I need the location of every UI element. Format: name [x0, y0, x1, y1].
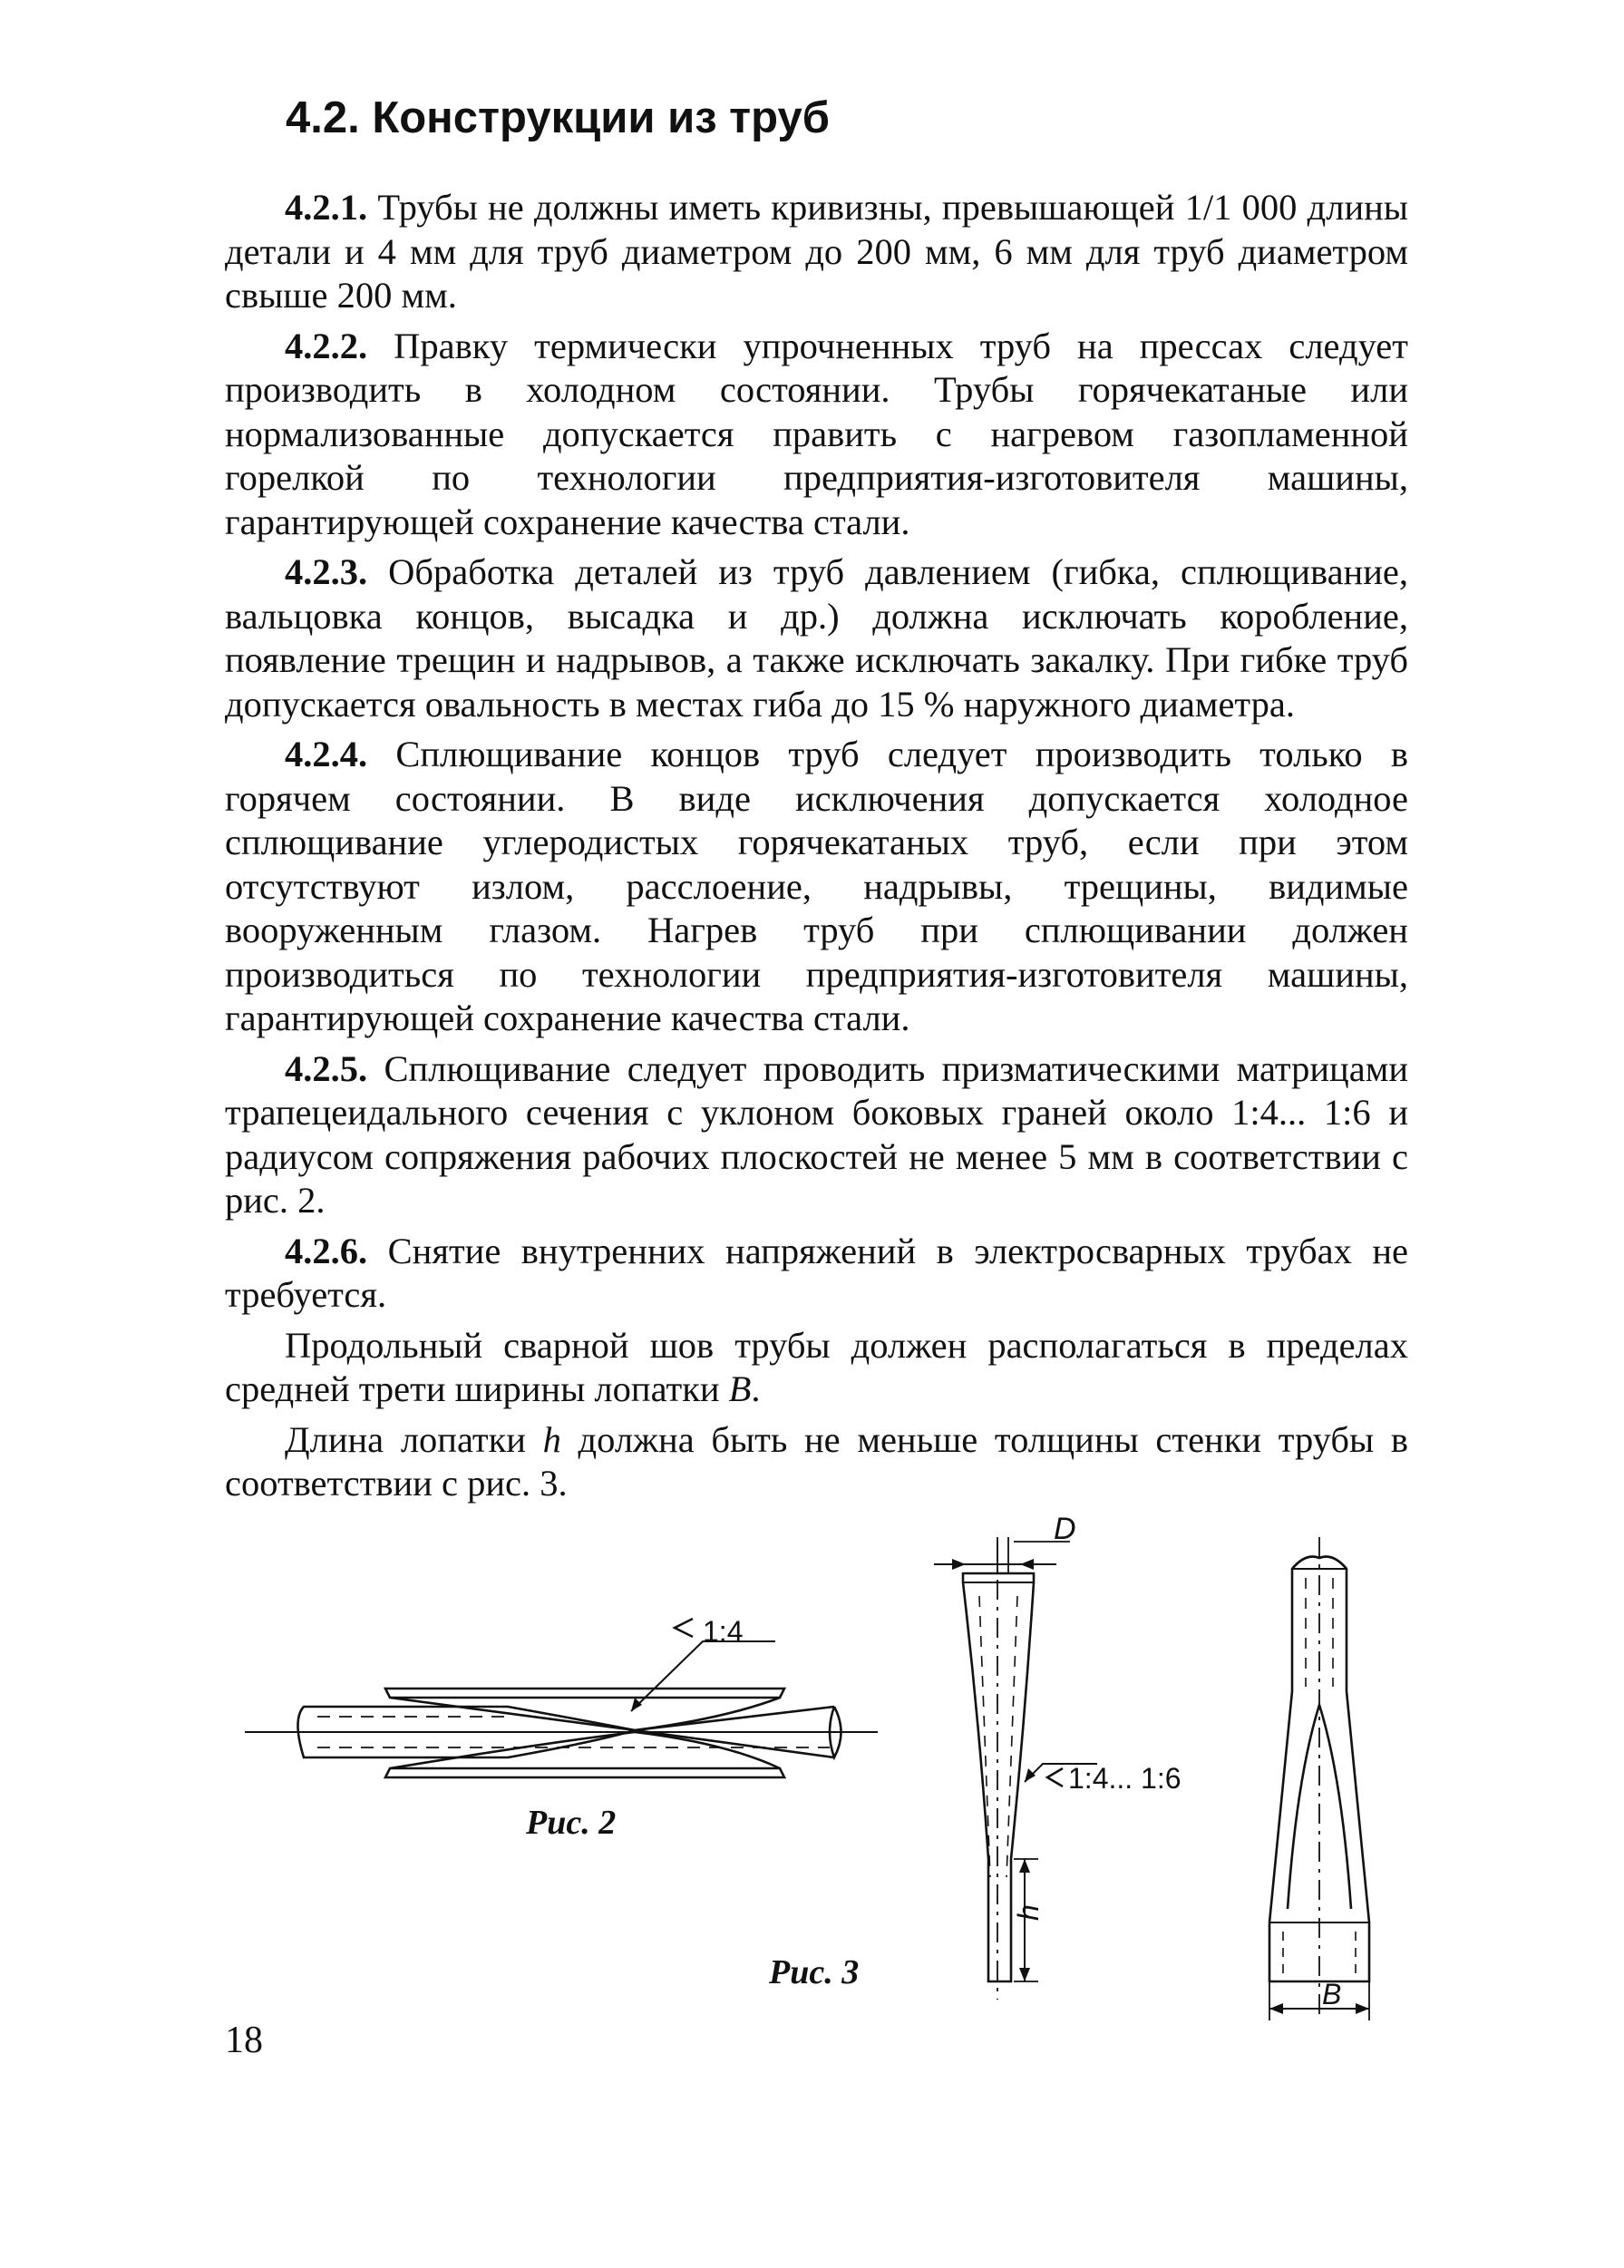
- paragraph-text: Снятие внутренних напряжений в электросварных трубах не требуется.: [225, 1230, 1409, 1315]
- fig3-leader-arrow: [1025, 1768, 1036, 1782]
- paragraph-text: Обработка деталей из труб давлением (гибка, сплющивание, вальцовка концов, высадка и др.) должна исключать коробление, появление трещин и надрывов, а также исключать закалку. При гибке труб допускается овальность в местах гиба до 15 % наружного диаметра.: [225, 551, 1409, 725]
- page-number: 18: [225, 2020, 263, 2061]
- paragraph-number: 4.2.5.: [285, 1047, 368, 1089]
- paragraph-text: Трубы не должны иметь кривизны, превышающей 1/1 000 длины детали и 4 мм для труб диаметром до 200 мм, 6 мм для труб диаметром свыше 200 мм.: [225, 187, 1409, 316]
- fig3-dim-d-label: D: [1054, 1512, 1076, 1546]
- dim-arrow-icon: [1019, 1968, 1030, 1981]
- slope-symbol-icon: [1047, 1768, 1063, 1786]
- dim-arrow-icon: [1269, 2003, 1283, 2014]
- fig2-leader-line: [631, 1641, 775, 1711]
- fig3-caption: Рис. 3: [769, 1953, 860, 1991]
- figure-3-front-view: [1269, 1537, 1369, 2020]
- paragraph-text: Продольный сварной шов трубы должен располагаться в пределах средней трети ширины лопатки: [225, 1324, 1408, 1409]
- paragraph-number: 4.2.6.: [285, 1230, 368, 1271]
- dim-arrow-icon: [952, 1559, 966, 1570]
- fig3-hidden-line: [1006, 1596, 1017, 1877]
- fig2-upper-die: [385, 1689, 784, 1730]
- paragraph-number: 4.2.4.: [285, 734, 368, 774]
- paragraph-text-end: .: [751, 1368, 761, 1409]
- fig2-lower-die: [385, 1732, 784, 1777]
- paragraph-text: Правку термически упрочненных труб на прессах следует производить в холодном состоянии. Трубы горячекатаные или нормализованные допускается править с нагревом газопламенной горелкой по технологии предприятия-изготовителя машины, гарантирующей сохранение качества стали.: [225, 325, 1408, 542]
- page-title: 4.2. Конструкции из труб: [286, 93, 830, 142]
- fig3-dim-b-label: B: [1322, 1978, 1342, 2010]
- fig3-hidden-line: [979, 1596, 990, 1877]
- fig2-slope-label: 1:4: [703, 1615, 744, 1648]
- paragraph-number: 4.2.3.: [285, 551, 368, 592]
- dim-arrow-icon: [1356, 2003, 1369, 2014]
- dim-arrow-icon: [1020, 1559, 1034, 1570]
- fig2-leader-arrow: [631, 1698, 642, 1711]
- paragraph-text: Длина лопатки: [285, 1418, 543, 1460]
- slope-symbol-icon: [675, 1619, 693, 1637]
- paragraph-text: Сплющивание следует проводить призматическими матрицами трапецеидального сечения с уклоном боковых граней около 1:4... 1:6 и радиусом сопряжения рабочих плоскостей не менее 5 мм в соответствии с рис. 2.: [225, 1047, 1408, 1221]
- fig2-caption: Рис. 2: [526, 1804, 617, 1842]
- figure-2: [245, 1619, 878, 1777]
- paragraph-number: 4.2.1.: [285, 187, 368, 228]
- variable-h: h: [542, 1418, 561, 1460]
- variable-b: B: [728, 1368, 752, 1409]
- paragraph-number: 4.2.2.: [285, 325, 368, 366]
- dim-arrow-icon: [1019, 1859, 1030, 1873]
- fig3-slope-label: 1:4... 1:6: [1068, 1762, 1182, 1795]
- fig3-dim-h-label: h: [1012, 1904, 1045, 1921]
- paragraph-text: Сплющивание концов труб следует производить только в горячем состоянии. В виде исключения допускается холодное сплющивание углеродистых горячекатаных труб, если при этом отсутствуют излом, расслоение, надрывы, трещины, видимые вооруженным глазом. Нагрев труб при сплющивании должен производиться по технологии предприятия-изготовителя машины, гарантирующей сохранение качества стали.: [225, 734, 1408, 1038]
- paragraph-text-end: должна быть не меньше толщины стенки трубы в соответствии с рис. 3.: [225, 1418, 1408, 1504]
